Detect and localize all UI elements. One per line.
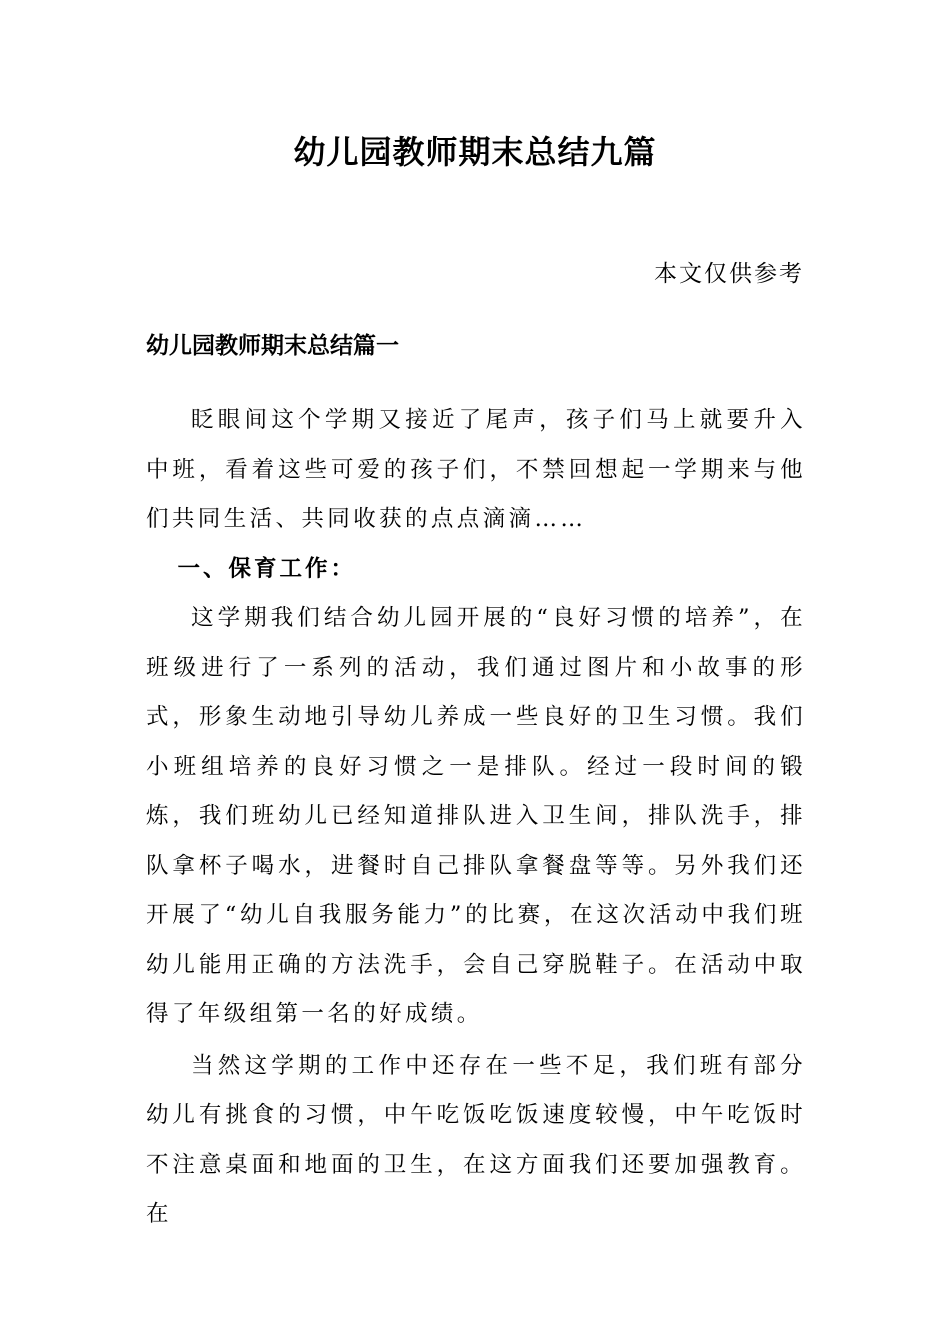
section-title: 幼儿园教师期末总结篇一 <box>146 333 399 359</box>
intro-paragraph: 眨眼间这个学期又接近了尾声，孩子们马上就要升入中班，看着这些可爱的孩子们，不禁回想起一学期来与他们共同生活、共同收获的点点滴滴…… <box>146 407 806 532</box>
care-work-paragraph: 这学期我们结合幼儿园开展的“良好习惯的培养”，在班级进行了一系列的活动，我们通过图片和小故事的形式，形象生动地引导幼儿养成一些良好的卫生习惯。我们小班组培养的良好习惯之一是排队。经过一段时间的锻炼，我们班幼儿已经知道排队进入卫生间，排队洗手，排队拿杯子喝水，进餐时自己排队拿餐盘等等。另外我们还开展了“幼儿自我服务能力”的比赛，在这次活动中我们班幼儿能用正确的方法洗手，会自己穿脱鞋子。在活动中取得了年级组第一名的好成绩。 <box>146 605 806 1027</box>
shortcomings-paragraph: 当然这学期的工作中还存在一些不足，我们班有部分幼儿有挑食的习惯，中午吃饭吃饭速度较慢，中午吃饭时不注意桌面和地面的卫生，在这方面我们还要加强教育。在 <box>146 1052 806 1227</box>
care-work-heading: 一、保育工作： <box>177 555 357 582</box>
reference-note: 本文仅供参考 <box>654 261 804 287</box>
document-title: 幼儿园教师期末总结九篇 <box>293 133 657 171</box>
document-body <box>146 396 806 1240</box>
